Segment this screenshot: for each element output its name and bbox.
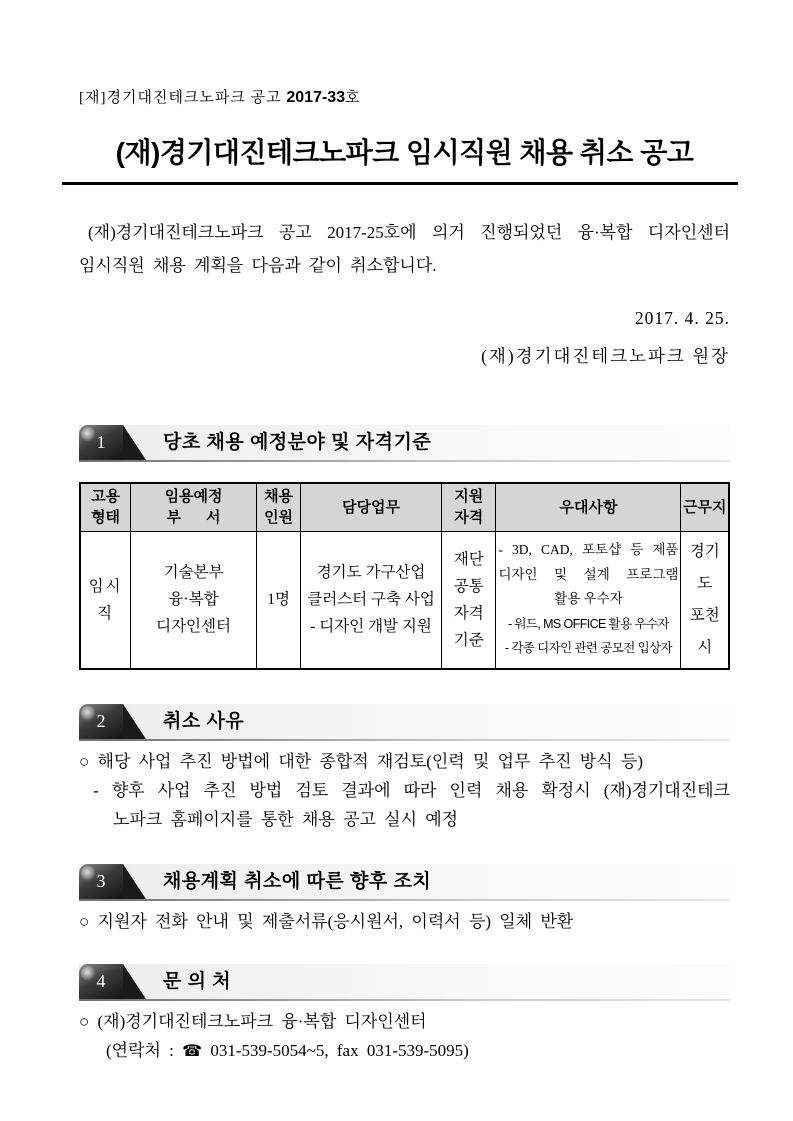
- col-employment-type: 고용 형태: [80, 483, 131, 531]
- section-4-title: 문 의 처: [163, 970, 232, 992]
- section-number: 2: [96, 710, 106, 731]
- notice-number-value: 2017-33: [286, 89, 346, 106]
- table-header-row: [80, 483, 729, 531]
- section-1-header: [79, 425, 730, 460]
- section-2-title: 취소 사유: [163, 710, 245, 732]
- section-3-header: [79, 864, 730, 899]
- section-2-number-badge: [79, 704, 146, 739]
- section-3-body: [79, 907, 730, 936]
- cell-department: 기술본부 융·복합 디자인센터: [131, 531, 257, 669]
- intro-paragraph: [79, 216, 730, 282]
- signer: (재)경기대진테크노파크 원장: [481, 346, 730, 366]
- title-divider: [62, 182, 738, 185]
- cell-duties: 경기도 가구산업 클러스터 구축 사업 - 디자인 개발 지원: [301, 531, 442, 669]
- intro-line: 임시직원 채용 계획을 다음과 같이 취소합니다.: [79, 256, 437, 275]
- section-3-number-badge: [79, 864, 146, 899]
- col-department: 임용예정 부 서: [131, 483, 257, 531]
- bullet-line: ○ 지원자 전화 안내 및 제출서류(응시원서, 이력서 등) 일체 반환: [79, 911, 574, 931]
- section-number: 4: [96, 970, 106, 991]
- col-headcount: 채용 인원: [257, 483, 301, 531]
- cell-qualification: 재단 공통 자격 기준: [441, 531, 496, 669]
- section-3-title: 채용계획 취소에 따른 향후 조치: [163, 870, 432, 892]
- notice-number: [79, 86, 730, 107]
- announcement-date: 2017. 4. 25.: [634, 308, 730, 328]
- section-number: 1: [96, 432, 106, 452]
- badge-highlight: [81, 966, 96, 981]
- notice-number-prefix: [재]경기대진테크노파크 공고: [79, 90, 287, 106]
- telephone-icon: ☎: [182, 1040, 203, 1060]
- page-title: (재)경기대진테크노파크 임시직원 채용 취소 공고: [115, 137, 694, 168]
- section-1-title: 당초 채용 예정분야 및 자격기준: [163, 432, 432, 453]
- section-1-number-badge: [79, 425, 146, 460]
- badge-highlight: [81, 866, 96, 881]
- cell-headcount: 1명: [257, 531, 301, 669]
- badge-wedge: [123, 964, 146, 999]
- contact-numbers: 031-539-5054~5, fax 031-539-5095): [202, 1040, 469, 1060]
- badge-wedge: [123, 425, 146, 460]
- section-4-header: [79, 964, 730, 999]
- table-row: [80, 531, 729, 669]
- cell-employment-type: 임시직: [80, 531, 131, 669]
- notice-number-suffix: 호: [345, 90, 361, 106]
- bullet-line: ○ 해당 사업 추진 방법에 대한 종합적 재검토(인력 및 업무 추진 방식 등): [79, 751, 643, 771]
- contact-line: [79, 1036, 730, 1065]
- badge-highlight: [81, 427, 96, 442]
- section-4-body: [79, 1007, 730, 1065]
- section-2-body: [79, 747, 730, 834]
- section-4-number-badge: [79, 964, 146, 999]
- col-qualification: 지원 자격: [441, 483, 496, 531]
- bullet-line: ○ (재)경기대진테크노파크 융·복합 디자인센터: [79, 1011, 427, 1031]
- cell-preferences: - 3D, CAD, 포토샵 등 제품 디자인 및 설계 프로그램 활용 우수자 - 워드, MS OFFICE 활용 우수자 - 각종 디자인 관련 공모전 입상자: [496, 531, 681, 669]
- section-2-header: [79, 704, 730, 739]
- badge-wedge: [123, 864, 146, 899]
- col-preferences: 우대사항: [496, 483, 681, 531]
- recruitment-table: [79, 482, 730, 670]
- cell-location: 경기도 포천시: [681, 531, 729, 669]
- intro-line: (재)경기대진테크노파크 공고 2017-25호에 의거 진행되었던 융·복합 디자인센터: [88, 223, 730, 242]
- dash-line: - 향후 사업 추진 방법 검토 결과에 따라 인력 채용 확정시 (재)경기대진테크: [93, 780, 730, 800]
- badge-wedge: [123, 704, 146, 739]
- section-number: 3: [96, 870, 106, 891]
- continuation-line: 노파크 홈페이지를 통한 채용 공고 실시 예정: [113, 809, 459, 829]
- col-duties: 담당업무: [301, 483, 442, 531]
- badge-highlight: [81, 706, 96, 721]
- contact-prefix: (연락처 :: [106, 1040, 183, 1060]
- col-location: 근무지: [681, 483, 729, 531]
